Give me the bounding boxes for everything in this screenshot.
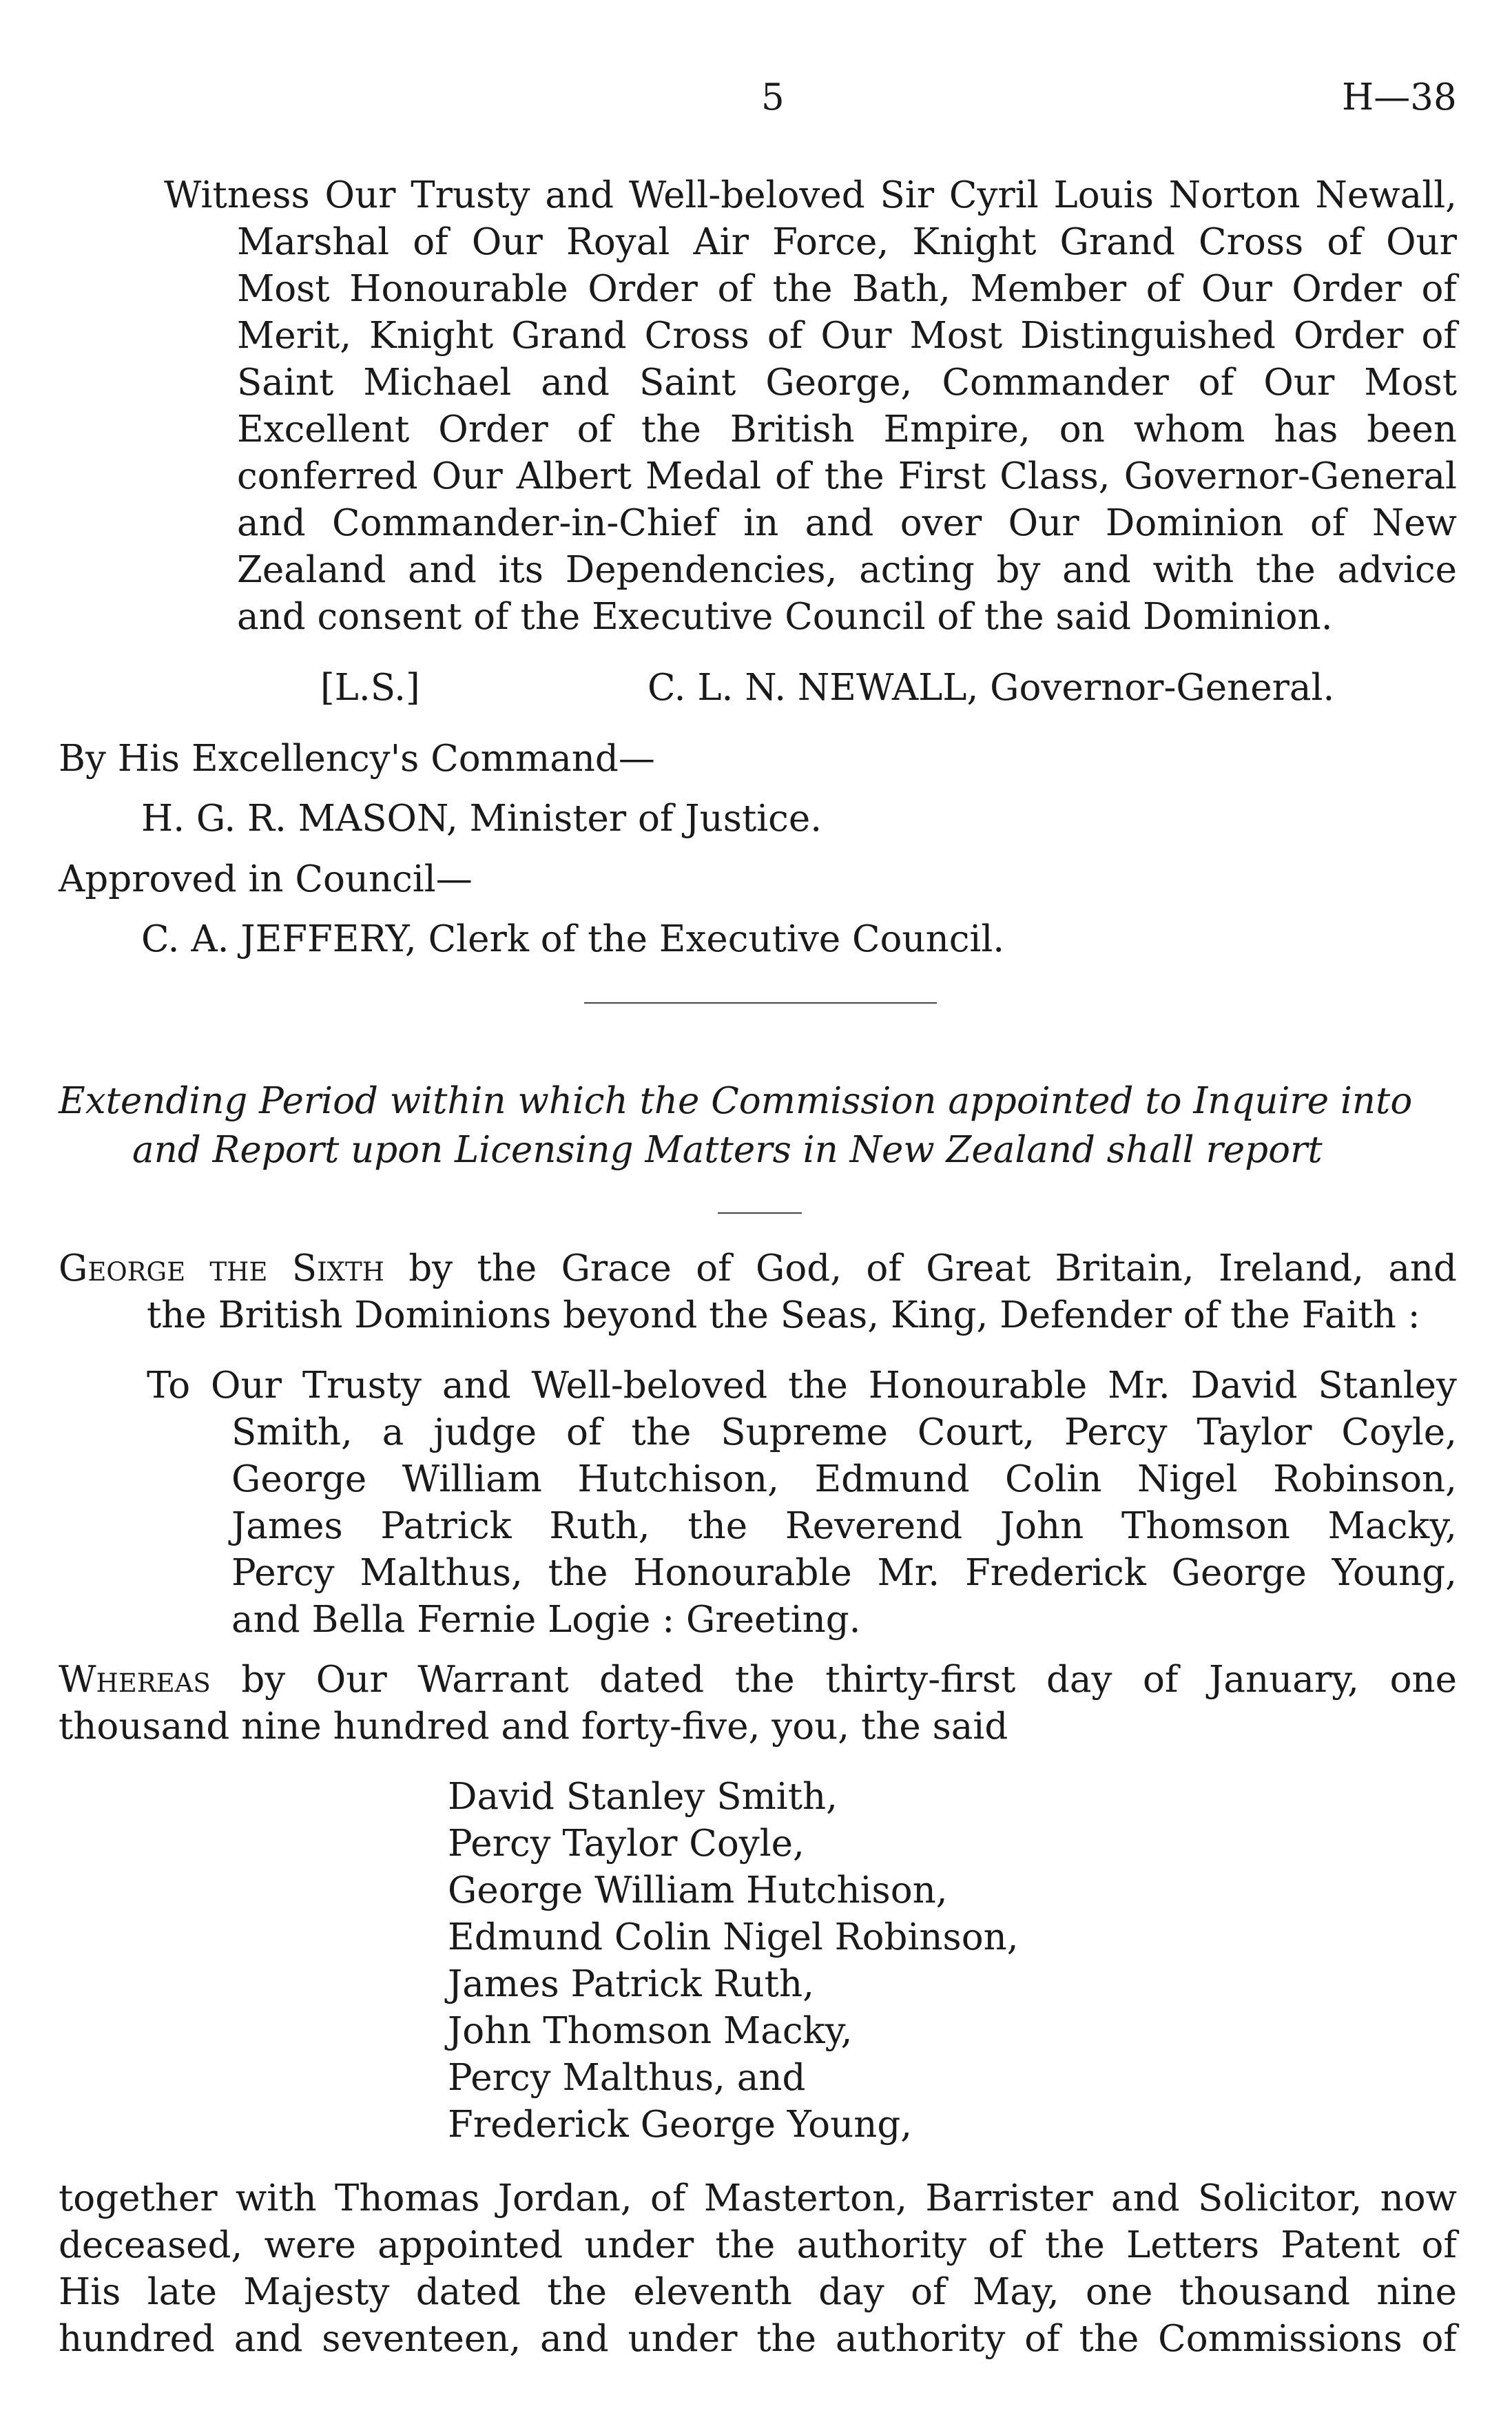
proclamation-line — [59, 1245, 1457, 1292]
witness-line: Saint Michael and Saint George, Commander of Our Most — [237, 362, 1457, 404]
address-paragraph-continued — [231, 1409, 1457, 1644]
command-heading: By His Excellency's Command— — [59, 738, 655, 780]
whereas-line — [59, 1657, 1457, 1703]
list-item: Edmund Colin Nigel Robinson, — [448, 1916, 1019, 1958]
witness-line: Witness Our Trusty and Well-beloved Sir Cyril Louis Norton Newall, — [164, 174, 1457, 216]
minister-signature: H. G. R. MASON, Minister of Justice. — [141, 798, 822, 840]
proclamation-lead: George the Sixth — [59, 1247, 384, 1289]
witness-paragraph-continued — [237, 219, 1457, 641]
address-paragraph — [147, 1362, 1457, 1409]
list-item: Frederick George Young, — [448, 2104, 913, 2146]
proclamation-paragraph — [59, 1245, 1457, 1292]
document-code: H—38 — [1342, 76, 1457, 118]
list-item: Percy Taylor Coyle, — [448, 1823, 805, 1865]
section-divider — [584, 1002, 937, 1004]
closing-paragraph — [59, 2175, 1457, 2363]
list-item: David Stanley Smith, — [448, 1776, 838, 1818]
section-title-line-2: and Report upon Licensing Matters in New Zealand shall report — [132, 1129, 1323, 1171]
witness-paragraph — [164, 172, 1457, 219]
whereas-lead-rest: by Our Warrant dated the thirty-first day of January, one — [241, 1659, 1457, 1701]
closing-line: deceased, were appointed under the authority of the Letters Patent of — [59, 2224, 1457, 2266]
address-line: James Patrick Ruth, the Reverend John Thomson Macky, — [231, 1505, 1457, 1547]
proclamation-lead-rest: by the Grace of God, of Great Britain, Ireland, and — [408, 1247, 1457, 1289]
whereas-paragraph — [59, 1657, 1457, 1703]
seal-mark: [L.S.] — [320, 667, 420, 709]
clerk-signature: C. A. JEFFERY, Clerk of the Executive Council. — [141, 918, 1005, 960]
whereas-line-2: thousand nine hundred and forty-five, you, the said — [59, 1706, 1008, 1748]
approval-heading: Approved in Council— — [59, 858, 473, 900]
commissioner-names-list — [448, 1774, 1019, 2148]
page-number: 5 — [761, 76, 785, 118]
address-line: and Bella Fernie Logie : Greeting. — [231, 1599, 861, 1641]
witness-line: conferred Our Albert Medal of the First Class, Governor-General — [237, 455, 1457, 497]
title-divider — [718, 1212, 802, 1214]
list-item: James Patrick Ruth, — [448, 1963, 814, 2005]
closing-line: His late Majesty dated the eleventh day of May, one thousand nine — [59, 2271, 1457, 2313]
witness-line: Merit, Knight Grand Cross of Our Most Distinguished Order of — [237, 315, 1457, 357]
whereas-lead: Whereas — [59, 1659, 211, 1701]
witness-line: and Commander-in-Chief in and over Our Dominion of New — [237, 502, 1457, 544]
witness-line: Zealand and its Dependencies, acting by and with the advice — [237, 549, 1457, 591]
closing-line: hundred and seventeen, and under the authority of the Commissions of — [59, 2318, 1457, 2360]
witness-line: Marshal of Our Royal Air Force, Knight Grand Cross of Our — [237, 221, 1457, 263]
witness-line: Most Honourable Order of the Bath, Member of Our Order of — [237, 268, 1457, 310]
address-line: Smith, a judge of the Supreme Court, Percy Taylor Coyle, — [231, 1411, 1457, 1453]
governor-signature: C. L. N. NEWALL, Governor-General. — [648, 667, 1335, 709]
address-line: To Our Trusty and Well-beloved the Honourable Mr. David Stanley — [147, 1365, 1457, 1407]
address-line: Percy Malthus, the Honourable Mr. Frederick George Young, — [231, 1552, 1457, 1594]
witness-line: Excellent Order of the British Empire, on whom has been — [237, 408, 1457, 450]
section-title-line-1: Extending Period within which the Commission appointed to Inquire into — [59, 1080, 1413, 1122]
closing-line: together with Thomas Jordan, of Masterton, Barrister and Solicitor, now — [59, 2177, 1457, 2219]
address-line: George William Hutchison, Edmund Colin Nigel Robinson, — [231, 1458, 1457, 1500]
proclamation-line-2: the British Dominions beyond the Seas, King, Defender of the Faith : — [147, 1294, 1420, 1336]
list-item: John Thomson Macky, — [448, 2010, 853, 2052]
list-item: Percy Malthus, and — [448, 2057, 806, 2099]
list-item: George William Hutchison, — [448, 1869, 948, 1911]
witness-line: and consent of the Executive Council of the said Dominion. — [237, 596, 1333, 638]
